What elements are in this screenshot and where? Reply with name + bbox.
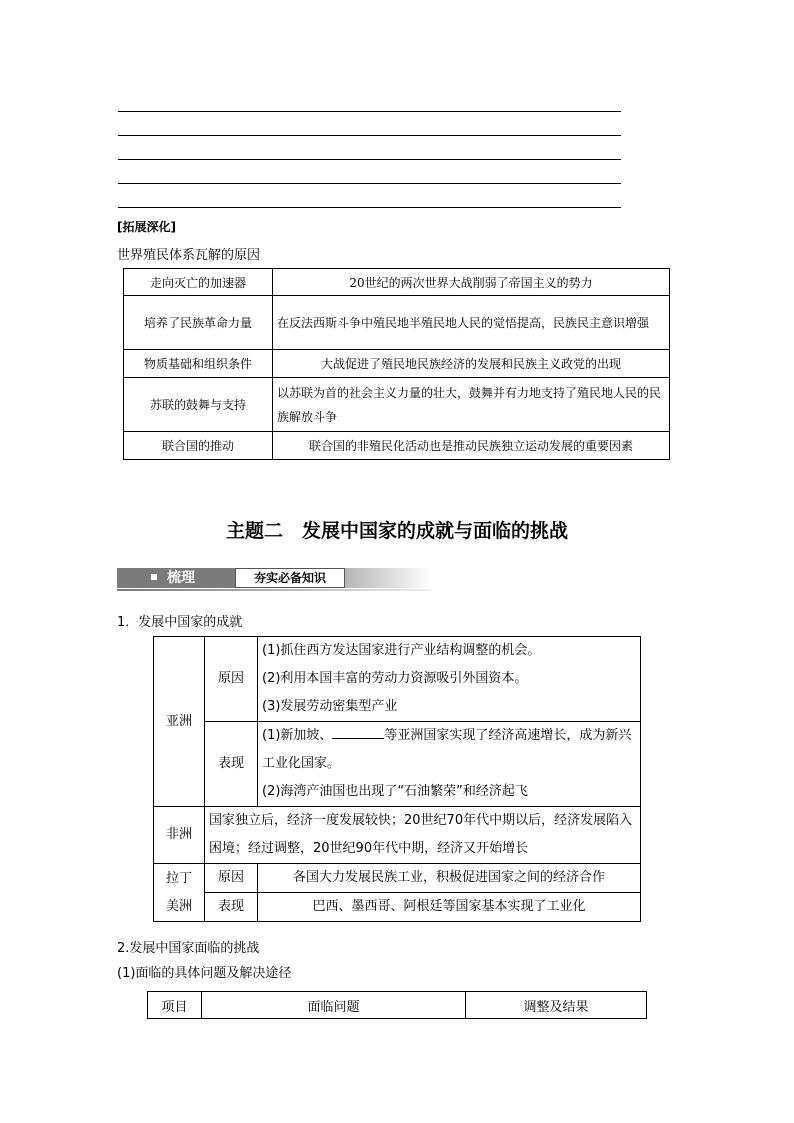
detail-cell: 在反法西斯斗争中殖民地半殖民地人民的觉悟提高，民族民主意识增强 bbox=[273, 296, 670, 350]
content-cell: 巴西、墨西哥、阿根廷等国家基本实现了工业化 bbox=[258, 893, 641, 922]
header-cell: 项目 bbox=[148, 992, 202, 1019]
list-item: (2)海湾产油国也出现了“石油繁荣”和经济起飞 bbox=[262, 784, 528, 799]
content-cell: 国家独立后，经济一度发展较快；20世纪70年代中期以后，经济发展陷入困境；经过调整，20世纪90年代中期，经济又开始增长 bbox=[205, 807, 641, 864]
table-row bbox=[124, 378, 670, 432]
list-item: (3)发展劳动密集型产业 bbox=[262, 699, 398, 714]
banner-underline bbox=[117, 589, 431, 591]
region-cell bbox=[154, 864, 205, 922]
region-cell: 亚洲 bbox=[154, 637, 205, 807]
section2-subheading: (1)面临的具体问题及解决途径 bbox=[117, 966, 292, 981]
table-row bbox=[154, 893, 641, 922]
answer-line bbox=[118, 183, 621, 184]
list-item: (2)利用本国丰富的劳动力资源吸引外国资本。 bbox=[262, 671, 528, 686]
label-cell: 表现 bbox=[205, 722, 258, 807]
label-cell: 原因 bbox=[205, 864, 258, 893]
list-item bbox=[262, 722, 636, 778]
factor-cell: 培养了民族革命力量 bbox=[124, 296, 273, 350]
section2-heading: 2.发展中国家面临的挑战 bbox=[117, 941, 260, 956]
banner-tag-label: 梳理 bbox=[167, 570, 195, 586]
table-row bbox=[148, 992, 647, 1019]
list-item: (1)抓住西方发达国家进行产业结构调整的机会。 bbox=[262, 643, 541, 658]
header-cell: 面临问题 bbox=[202, 992, 466, 1019]
factor-cell: 苏联的鼓舞与支持 bbox=[124, 378, 273, 432]
table-row bbox=[124, 432, 670, 460]
detail-cell: 联合国的非殖民化活动也是推动民族独立运动发展的重要因素 bbox=[273, 432, 670, 460]
table-row bbox=[124, 269, 670, 296]
banner-fade bbox=[345, 568, 431, 588]
banner-tag bbox=[117, 568, 235, 588]
decolonization-table bbox=[123, 268, 670, 460]
factor-cell: 走向灭亡的加速器 bbox=[124, 269, 273, 296]
content-cell bbox=[258, 722, 641, 807]
region-line: 美洲 bbox=[165, 898, 192, 914]
table-row bbox=[124, 350, 670, 378]
factor-cell: 联合国的推动 bbox=[124, 432, 273, 460]
extension-subtitle: 世界殖民体系瓦解的原因 bbox=[117, 248, 261, 263]
detail-cell: 大战促进了殖民地民族经济的发展和民族主义政党的出现 bbox=[273, 350, 670, 378]
table-row bbox=[154, 864, 641, 893]
content-cell bbox=[258, 637, 641, 722]
text-span: 等亚洲国家实现了经济高速增长，成为新兴工业化国家。 bbox=[262, 728, 632, 771]
header-cell: 调整及结果 bbox=[466, 992, 647, 1019]
region-cell: 非洲 bbox=[154, 807, 205, 864]
answer-line bbox=[118, 135, 621, 136]
detail-cell: 以苏联为首的社会主义力量的壮大，鼓舞并有力地支持了殖民地人民的民族解放斗争 bbox=[273, 378, 670, 432]
challenges-table bbox=[147, 991, 647, 1019]
section1-heading: 1．发展中国家的成就 bbox=[117, 615, 243, 630]
answer-line bbox=[118, 207, 621, 208]
table-row bbox=[154, 637, 641, 722]
answer-line bbox=[118, 159, 621, 160]
content-cell: 各国大力发展民族工业，积极促进国家之间的经济合作 bbox=[258, 864, 641, 893]
achievements-table bbox=[153, 636, 641, 922]
blank-underline[interactable] bbox=[332, 724, 384, 739]
topic-title: 主题二 发展中国家的成就与面临的挑战 bbox=[225, 520, 568, 542]
banner-label: 夯实必备知识 bbox=[235, 568, 345, 588]
detail-cell: 20世纪的两次世界大战削弱了帝国主义的势力 bbox=[273, 269, 670, 296]
table-row bbox=[154, 807, 641, 864]
region-line: 拉丁 bbox=[165, 870, 192, 886]
square-icon bbox=[151, 574, 157, 580]
label-cell: 原因 bbox=[205, 637, 258, 722]
extension-heading: [拓展深化] bbox=[117, 220, 176, 234]
table-row bbox=[124, 296, 670, 350]
factor-cell: 物质基础和组织条件 bbox=[124, 350, 273, 378]
table-row bbox=[154, 722, 641, 807]
text-span: (1)新加坡、 bbox=[262, 728, 333, 743]
label-cell: 表现 bbox=[205, 893, 258, 922]
answer-line bbox=[118, 111, 621, 112]
